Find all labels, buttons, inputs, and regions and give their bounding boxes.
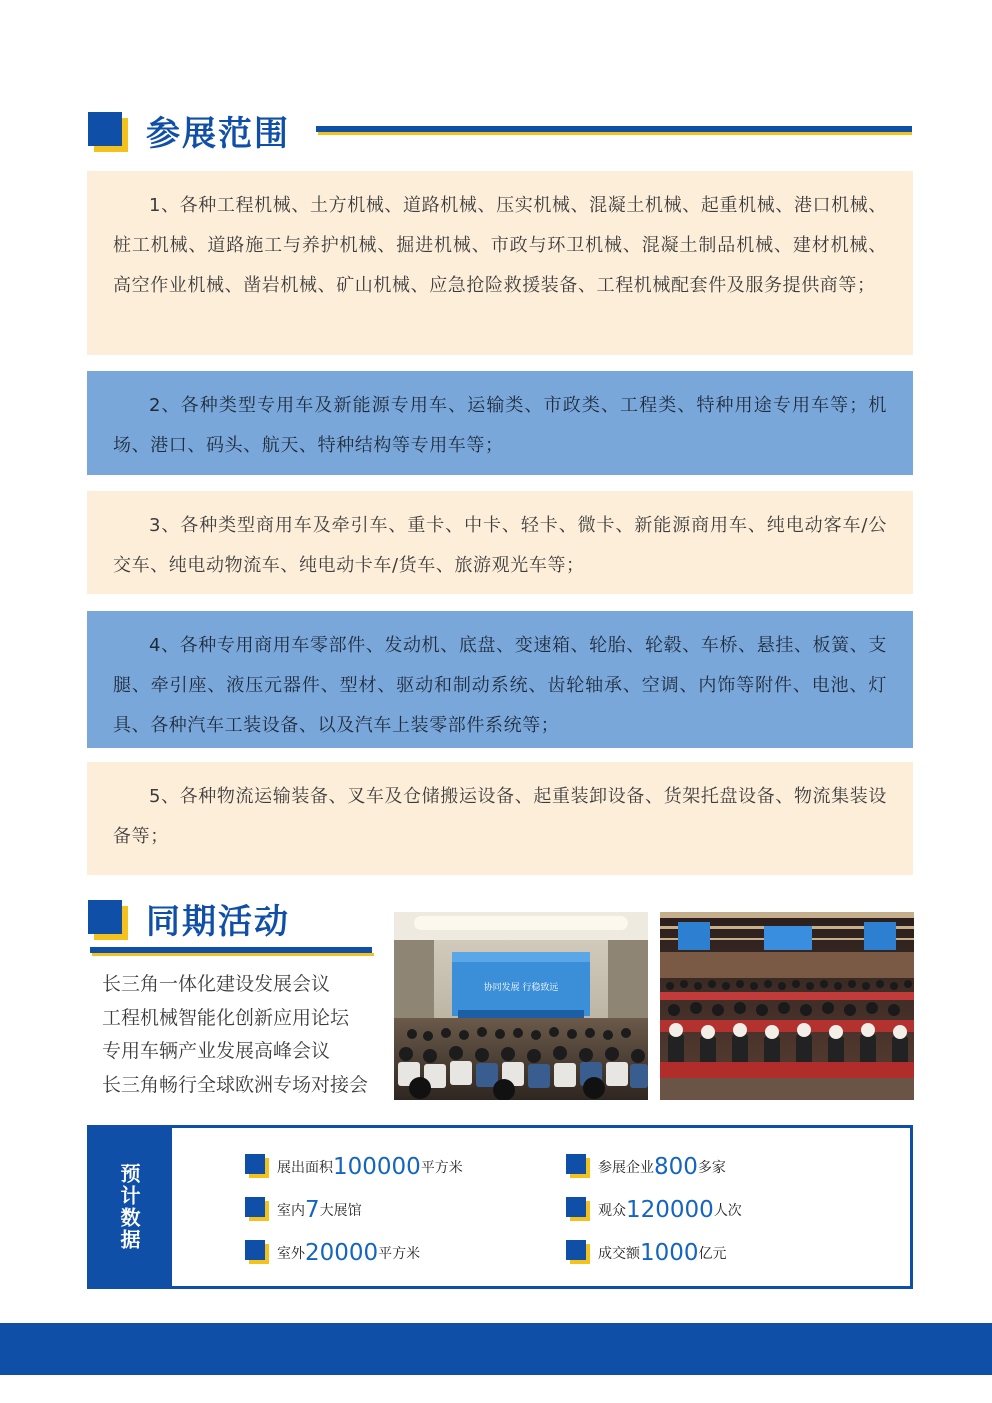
activities-title-line [90,947,372,953]
stat-square-icon [566,1154,590,1178]
scope-item-5: 5、各种物流运输装备、叉车及仓储搬运设备、起重装卸设备、货架托盘设备、物流集装设备等； [87,762,913,875]
activities-title: 同期活动 [146,902,290,942]
conference-photo-1 [394,912,648,1100]
scope-item-3: 3、各种类型商用车及牵引车、重卡、中卡、轻卡、微卡、新能源商用车、纯电动客车/公交车、纯电动物流车、纯电动卡车/货车、旅游观光车等； [87,491,913,594]
scope-header [88,112,918,172]
stage-banner-text: 协同发展 行稳致远 [483,983,559,993]
scope-item-1: 1、各种工程机械、土方机械、道路机械、压实机械、混凝土机械、起重机械、港口机械、桩工机械、道路施工与养护机械、掘进机械、市政与环卫机械、混凝土制品机械、建材机械、高空作业机械、凿岩机械、矿山机械、应急抢险救援装备、工程机械配套件及服务提供商等； [87,171,913,355]
activities-title-line-accent [92,953,374,956]
section-square-icon [88,112,128,152]
scope-title-line-accent [318,132,912,135]
stat-square-icon [566,1197,590,1221]
stat-square-icon [245,1197,269,1221]
scope-item-4: 4、各种专用商用车零部件、发动机、底盘、变速箱、轮胎、轮毂、车桥、悬挂、板簧、支腿、牵引座、液压元器件、型材、驱动和制动系统、齿轮轴承、空调、内饰等附件、电池、灯具、各种汽车工装设备、以及汽车上装零部件系统等； [87,611,913,748]
activity-item: 工程机械智能化创新应用论坛 [102,1006,350,1029]
scope-title: 参展范围 [146,114,290,154]
scope-item-2: 2、各种类型专用车及新能源专用车、运输类、市政类、工程类、特种用途专用车等；机场、港口、码头、航天、特种结构等专用车等； [87,371,913,475]
activity-item: 长三角一体化建设发展会议 [102,973,331,995]
stat-square-icon [245,1240,269,1264]
stat-square-icon [245,1154,269,1178]
stat-square-icon [566,1240,590,1264]
activity-item: 长三角畅行全球欧洲专场对接会 [102,1073,369,1096]
stats-label: 预计数据 [87,1125,172,1289]
section-square-icon [88,900,128,940]
activity-item: 专用车辆产业发展高峰会议 [102,1040,331,1062]
stats-panel: 预计数据 展出面积100000平方米 参展企业800多家 室内7大展馆 观众120000人次 室外20000平方米 成交额1000亿元 [87,1125,913,1289]
activities-list [102,968,368,1102]
scope-title-line [316,126,912,132]
footer-bar [0,1323,992,1375]
conference-photo-2 [660,912,914,1100]
